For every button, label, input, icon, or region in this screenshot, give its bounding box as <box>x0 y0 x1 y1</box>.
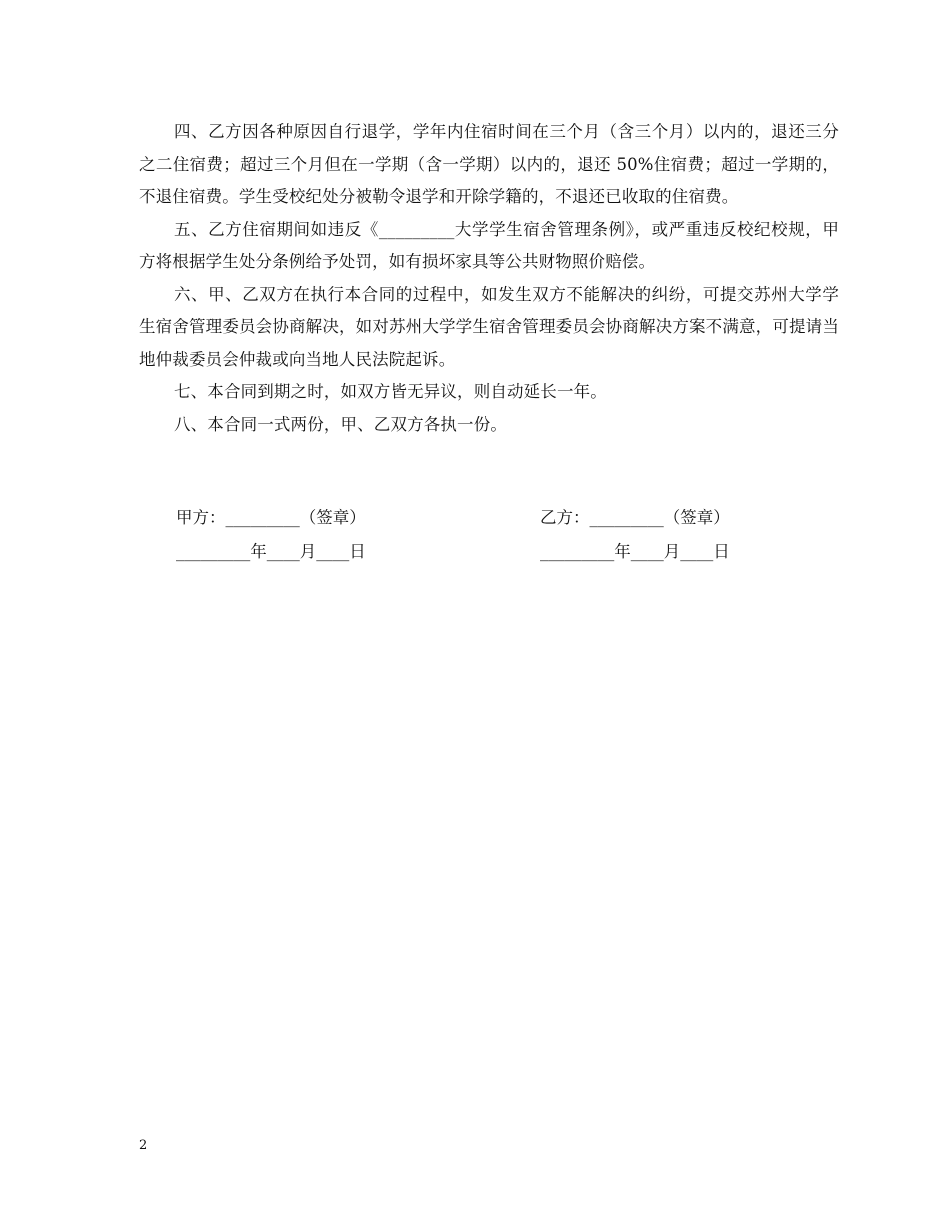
clause-6-paragraph: 六、甲、乙双方在执行本合同的过程中，如发生双方不能解决的纠纷，可提交苏州大学学生宿舍管理委员会协商解决，如对苏州大学学生宿舍管理委员会协商解决方案不满意，可提请当地仲裁委员会仲裁或向当地人民法院起诉。 <box>139 284 839 369</box>
clause-8-paragraph: 八、本合同一式两份，甲、乙双方各执一份。 <box>174 414 507 434</box>
party-b-signature-line: 乙方：_________（签章） <box>540 508 730 527</box>
contract-body <box>139 116 839 441</box>
clause-5-paragraph: 五、乙方住宿期间如违反《_________大学学生宿舍管理条例》，或严重违反校纪校规，甲方将根据学生处分条例给予处罚，如有损坏家具等公共财物照价赔偿。 <box>139 219 839 271</box>
party-b-date-line: _________年____月____日 <box>540 542 730 561</box>
party-a-date-line: _________年____月____日 <box>176 542 366 561</box>
party-a-signature-line: 甲方：_________（签章） <box>176 508 366 527</box>
page-number: 2 <box>139 1138 148 1153</box>
clause-7-paragraph: 七、本合同到期之时，如双方皆无异议，则自动延长一年。 <box>174 382 607 401</box>
clause-4-paragraph: 四、乙方因各种原因自行退学，学年内住宿时间在三个月（含三个月）以内的，退还三分之二住宿费；超过三个月但在一学期（含一学期）以内的，退还 50%住宿费；超过一学期的，不退住宿费。学生受校纪处分被勒令退学和开除学籍的，不退还已收取的住宿费。 <box>139 122 839 206</box>
